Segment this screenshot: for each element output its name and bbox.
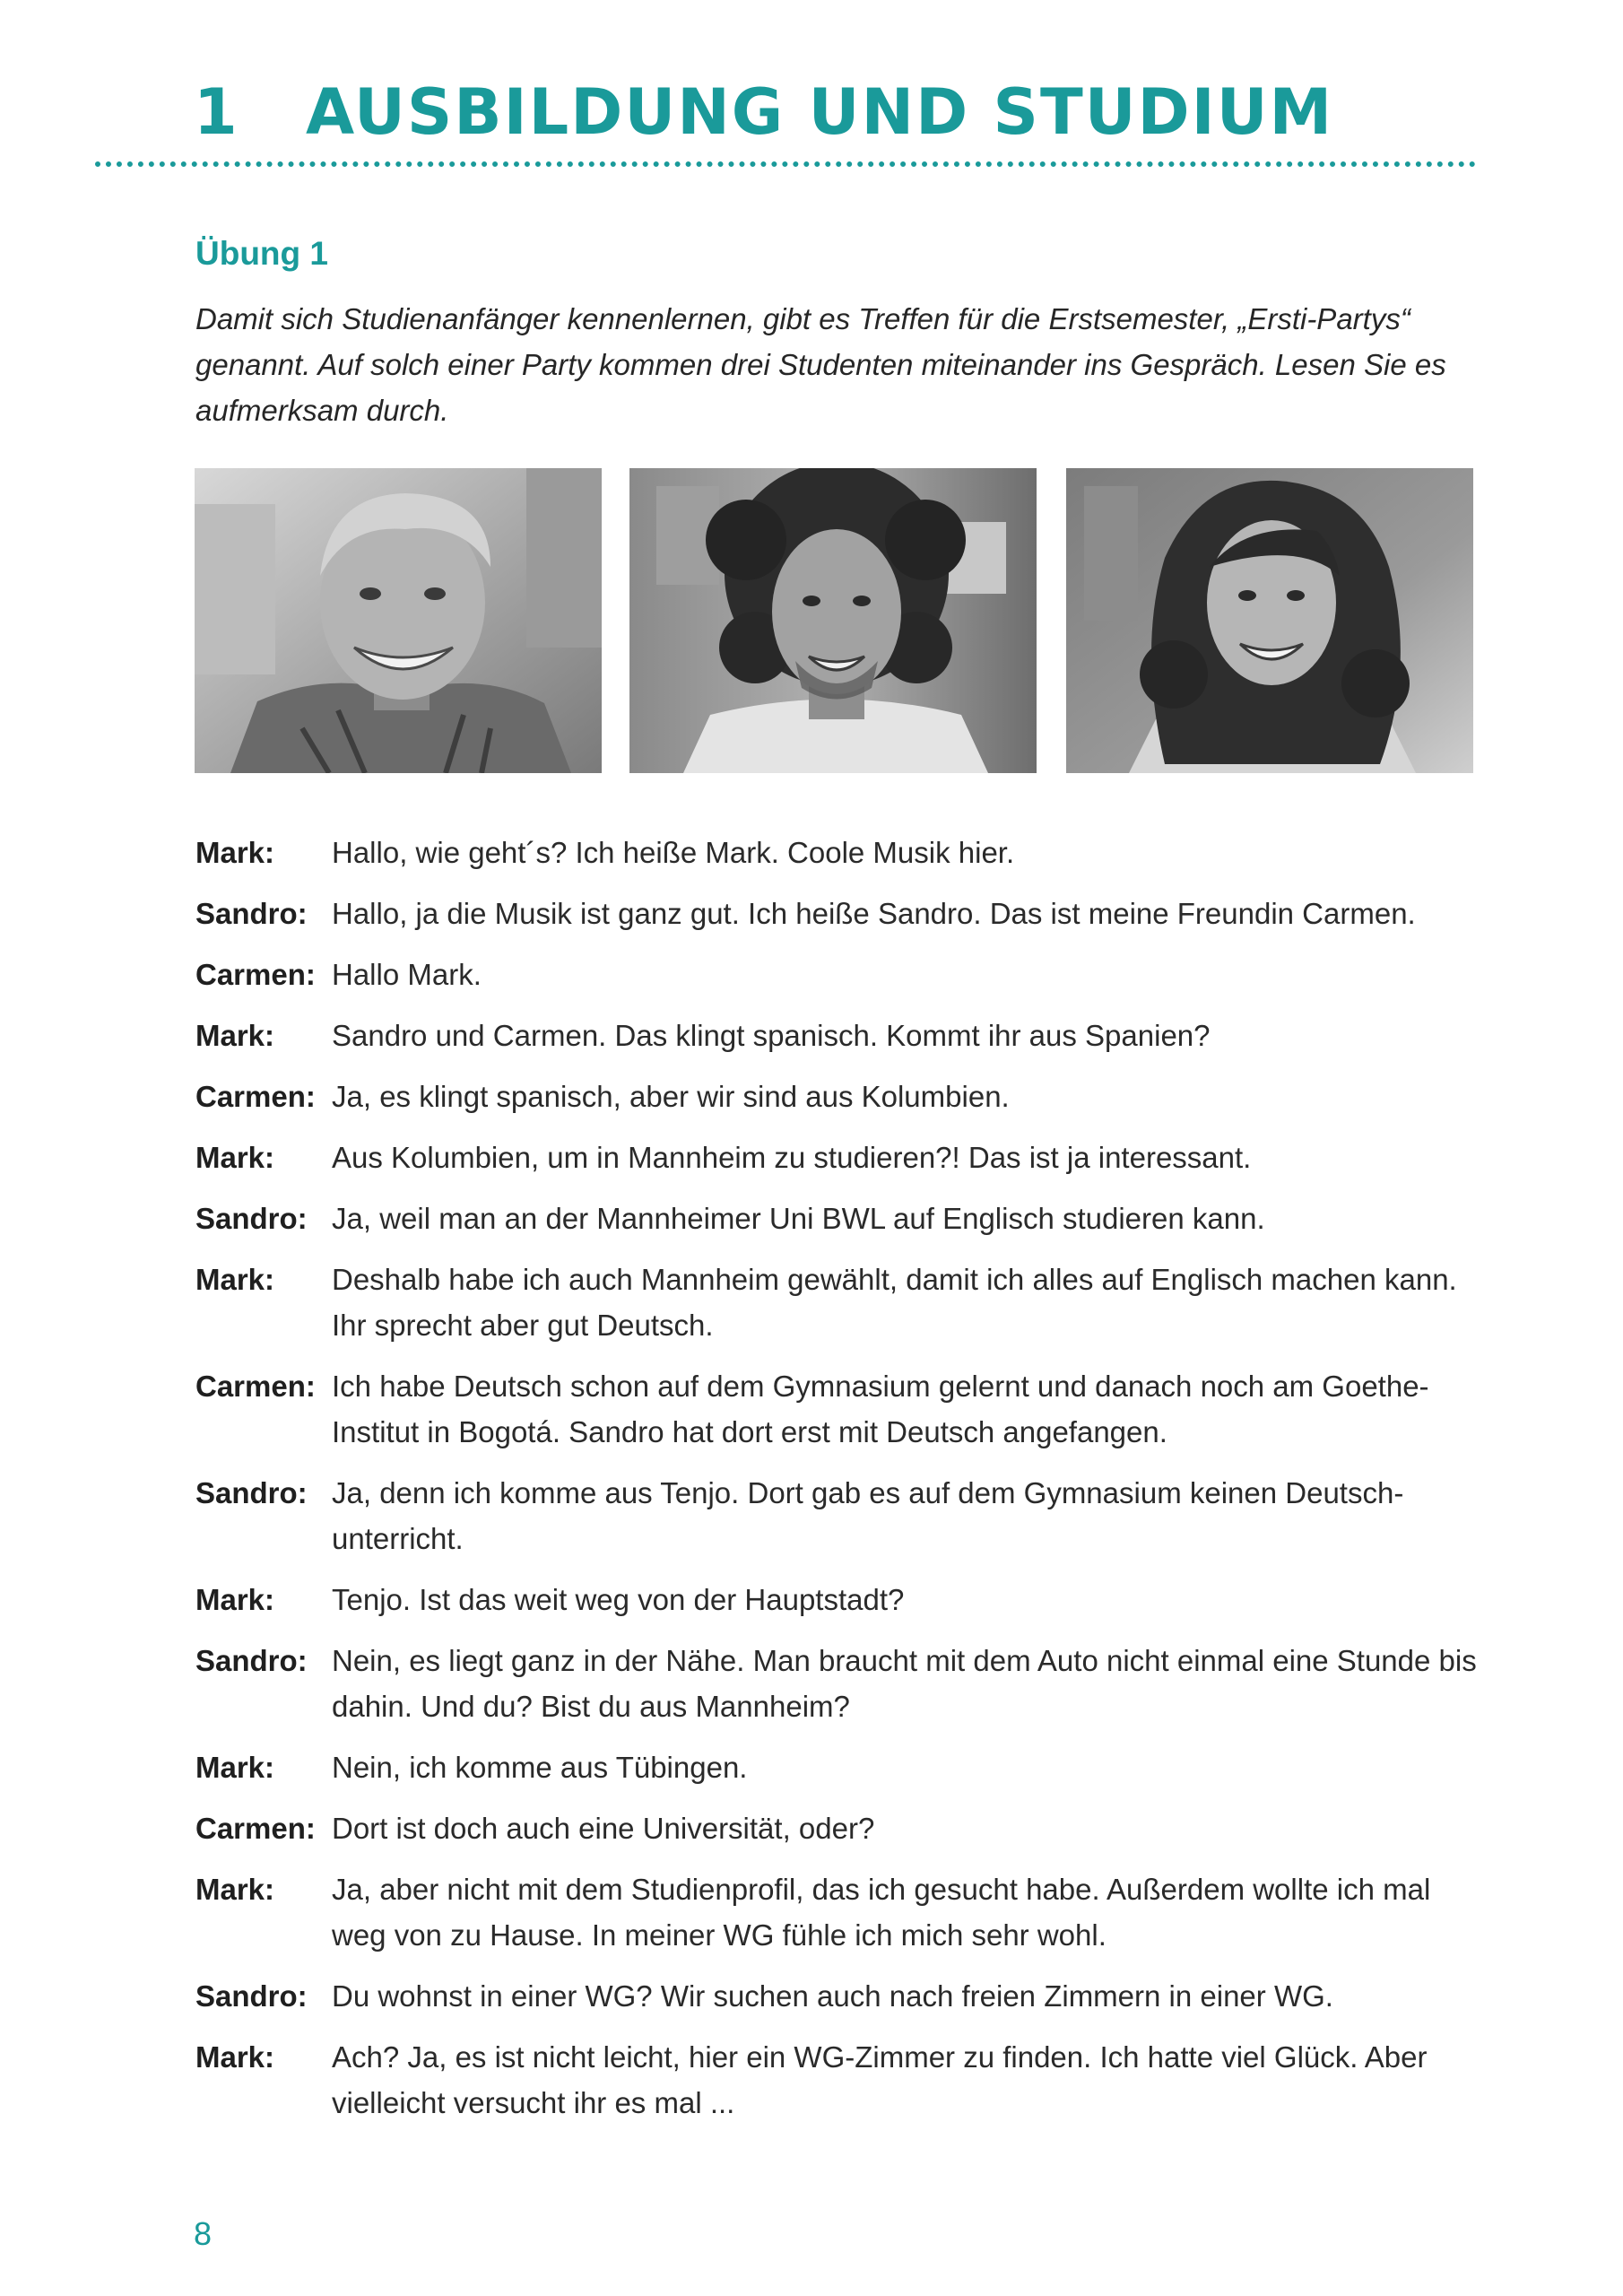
speaker-name: Carmen: — [195, 1370, 316, 1403]
utterance-text: Hallo, wie geht´s? Ich heiße Mark. Coole Musik hier. — [332, 836, 1015, 869]
dialogue-line — [195, 1866, 1487, 1958]
dialogue-line — [195, 891, 1487, 936]
utterance-text: Dort ist doch auch eine Universität, oder? — [332, 1812, 875, 1845]
dialogue-line — [195, 1638, 1487, 1729]
dialogue-line — [195, 1257, 1487, 1348]
dialogue-line — [195, 1744, 1487, 1790]
dialogue-line — [195, 1973, 1487, 2019]
speaker-name: Sandro: — [195, 1202, 308, 1235]
speaker-name: Sandro: — [195, 1476, 308, 1509]
dialogue-line — [195, 2034, 1487, 2126]
chapter-number: 1 — [194, 75, 239, 149]
chapter-title: AUSBILDUNG UND STUDIUM — [306, 75, 1334, 149]
utterance-text: Deshalb habe ich auch Mannheim gewählt, damit ich alles auf Englisch machen kann. Ihr sprecht aber gut Deutsch. — [332, 1263, 1457, 1342]
dialogue-line — [195, 1074, 1487, 1119]
dialogue-line — [195, 830, 1487, 875]
exercise-instructions: Damit sich Studienanfänger kennenlernen, gibt es Treffen für die Erstsemester, „Ersti-Partys“ genannt. Auf solch einer Party kommen drei Studenten miteinander ins Gespräch. Lesen Sie es aufmerksam durch. — [195, 302, 1446, 427]
speaker-name: Mark: — [195, 1873, 275, 1906]
photo-young-man-curly-hair — [629, 468, 1037, 773]
dialogue-line — [195, 1470, 1487, 1561]
speaker-name: Mark: — [195, 1141, 275, 1174]
page-number: 8 — [194, 2215, 213, 2252]
utterance-text: Ja, weil man an der Mannheimer Uni BWL auf Englisch studieren kann. — [332, 1202, 1265, 1235]
speaker-name: Mark: — [195, 2040, 275, 2074]
speaker-name: Sandro: — [195, 897, 308, 930]
utterance-text: Ja, aber nicht mit dem Studienprofil, das ich gesucht habe. Außerdem wollte ich mal weg von zu Hause. In meiner WG fühle ich mich sehr wohl. — [332, 1873, 1431, 1952]
utterance-text: Hallo, ja die Musik ist ganz gut. Ich heiße Sandro. Das ist meine Freundin Carmen. — [332, 897, 1416, 930]
photo-young-woman-curly-hair — [1066, 468, 1473, 773]
dialogue-line — [195, 1805, 1487, 1851]
speaker-name: Carmen: — [195, 1080, 316, 1113]
speaker-name: Sandro: — [195, 1979, 308, 2013]
utterance-text: Nein, es liegt ganz in der Nähe. Man braucht mit dem Auto nicht einmal eine Stunde bis dahin. Und du? Bist du aus Mannheim? — [332, 1644, 1477, 1723]
utterance-text: Ja, es klingt spanisch, aber wir sind aus Kolumbien. — [332, 1080, 1010, 1113]
dialogue-line — [195, 1363, 1487, 1455]
photo-young-man-blond — [195, 468, 602, 773]
dotted-divider — [95, 161, 1476, 167]
speaker-name: Mark: — [195, 1019, 275, 1052]
dialogue-line — [195, 1013, 1487, 1058]
dialogue-line — [195, 1577, 1487, 1622]
utterance-text: Tenjo. Ist das weit weg von der Hauptstadt? — [332, 1583, 905, 1616]
speaker-name: Mark: — [195, 1263, 275, 1296]
dialogue-line — [195, 1196, 1487, 1241]
dialogue — [195, 830, 1487, 2141]
utterance-text: Hallo Mark. — [332, 958, 482, 991]
speaker-name: Mark: — [195, 1751, 275, 1784]
utterance-text: Aus Kolumbien, um in Mannheim zu studieren?! Das ist ja interessant. — [332, 1141, 1252, 1174]
speaker-name: Mark: — [195, 836, 275, 869]
utterance-text: Ja, denn ich komme aus Tenjo. Dort gab es auf dem Gymnasium keinen Deutsch-unterricht. — [332, 1476, 1404, 1555]
exercise-heading: Übung 1 — [195, 235, 328, 272]
speaker-name: Carmen: — [195, 958, 316, 991]
dialogue-line — [195, 1135, 1487, 1180]
dialogue-line — [195, 952, 1487, 997]
speaker-name: Mark: — [195, 1583, 275, 1616]
utterance-text: Sandro und Carmen. Das klingt spanisch. Kommt ihr aus Spanien? — [332, 1019, 1211, 1052]
chapter-header — [194, 63, 1476, 161]
utterance-text: Ach? Ja, es ist nicht leicht, hier ein WG-Zimmer zu finden. Ich hatte viel Glück. Aber vielleicht versucht ihr es mal ... — [332, 2040, 1428, 2119]
speaker-name: Sandro: — [195, 1644, 308, 1677]
utterance-text: Nein, ich komme aus Tübingen. — [332, 1751, 748, 1784]
utterance-text: Ich habe Deutsch schon auf dem Gymnasium gelernt und danach noch am Goethe-Institut in Bogotá. Sandro hat dort erst mit Deutsch angefangen. — [332, 1370, 1429, 1448]
speaker-name: Carmen: — [195, 1812, 316, 1845]
utterance-text: Du wohnst in einer WG? Wir suchen auch nach freien Zimmern in einer WG. — [332, 1979, 1333, 2013]
